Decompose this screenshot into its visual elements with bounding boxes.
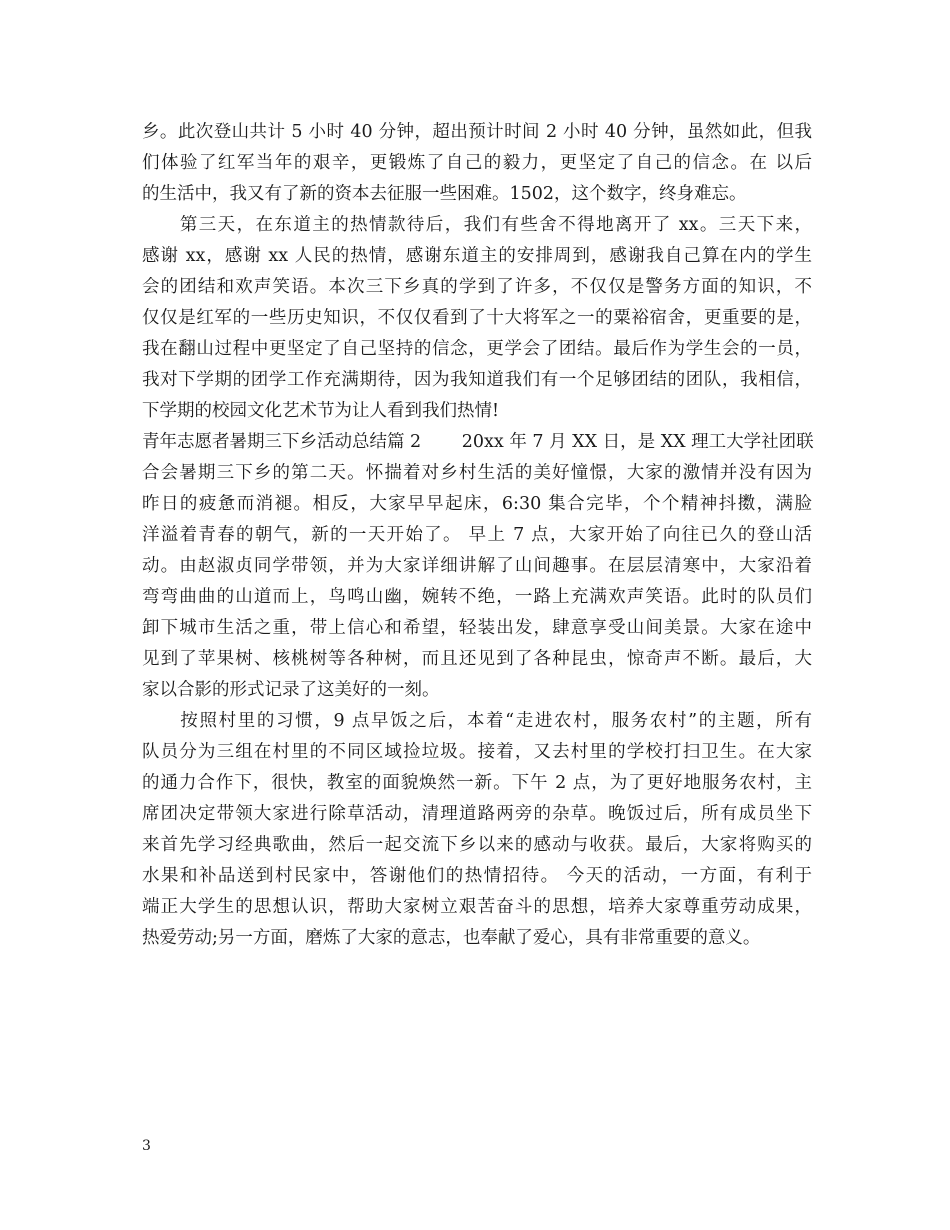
text-line: 动。由赵淑贞同学带领，并为大家详细讲解了山间趣事。在层层清寒中，大家沿着: [142, 556, 812, 576]
text-line: 见到了苹果树、核桃树等各种树，而且还见到了各种昆虫，惊奇声不断。最后，大: [142, 649, 812, 669]
text-line: 队员分为三组在村里的不同区域捡垃圾。接着，又去村里的学校打扫卫生。在大家: [142, 742, 812, 762]
text-line: 按照村里的习惯，9 点早饭之后，本着“走进农村，服务农村”的主题，所有: [142, 711, 812, 731]
text-line: 席团决定带领大家进行除草活动，清理道路两旁的杂草。晚饭过后，所有成员坐下: [142, 804, 812, 824]
text-line: 热爱劳动;另一方面，磨炼了大家的意志，也奉献了爱心，具有非常重要的意义。: [142, 928, 761, 948]
text-line: 合会暑期三下乡的第二天。怀揣着对乡村生活的美好憧憬，大家的激情并没有因为: [142, 463, 812, 483]
text-line: 昨日的疲惫而消褪。相反，大家早早起床，6:30 集合完毕，个个精神抖擞，满脸: [142, 494, 812, 514]
text-line: 洋溢着青春的朝气，新的一天开始了。 早上 7 点，大家开始了向往已久的登山活: [142, 525, 812, 545]
text-line: 的通力合作下，很快，教室的面貌焕然一新。下午 2 点，为了更好地服务农村，主: [142, 773, 812, 793]
text-line: 仅仅是红军的一些历史知识，不仅仅看到了十大将军之一的粟裕宿舍，更重要的是，: [142, 308, 812, 328]
text-line: 家以合影的形式记录了这美好的一刻。: [142, 680, 440, 700]
text-line: 们体验了红军当年的艰辛，更锻炼了自己的毅力，更坚定了自己的信念。在 以后: [142, 153, 812, 173]
text-line: 端正大学生的思想认识，帮助大家树立艰苦奋斗的思想，培养大家尊重劳动成果，: [142, 897, 812, 917]
text-line: 下学期的校园文化艺术节为让人看到我们热情!: [142, 401, 500, 421]
text-line: 第三天，在东道主的热情款待后，我们有些舍不得地离开了 xx。三天下来，: [142, 215, 812, 235]
text-line: 我对下学期的团学工作充满期待，因为我知道我们有一个足够团结的团队，我相信，: [142, 370, 812, 390]
text-line: 青年志愿者暑期三下乡活动总结篇 2 20xx 年 7 月 XX 日，是 XX 理工大学社团联: [142, 432, 814, 452]
text-line: 我在翻山过程中更坚定了自己坚持的信念，更学会了团结。最后作为学生会的一员，: [142, 339, 812, 359]
page-number: 3: [142, 1138, 151, 1154]
text-line: 乡。此次登山共计 5 小时 40 分钟，超出预计时间 2 小时 40 分钟，虽然如此，但我: [142, 122, 812, 142]
text-line: 弯弯曲曲的山道而上，鸟鸣山幽，婉转不绝，一路上充满欢声笑语。此时的队员们: [142, 587, 812, 607]
text-line: 的生活中，我又有了新的资本去征服一些困难。1502，这个数字，终身难忘。: [142, 184, 747, 204]
text-line: 卸下城市生活之重，带上信心和希望，轻装出发，肆意享受山间美景。大家在途中: [142, 618, 812, 638]
text-line: 会的团结和欢声笑语。本次三下乡真的学到了许多，不仅仅是警务方面的知识，不: [142, 277, 812, 297]
text-line: 水果和补品送到村民家中，答谢他们的热情招待。 今天的活动，一方面，有利于: [142, 866, 812, 886]
text-line: 来首先学习经典歌曲，然后一起交流下乡以来的感动与收获。最后，大家将购买的: [142, 835, 812, 855]
document-body: [142, 117, 812, 954]
text-line: 感谢 xx，感谢 xx 人民的热情，感谢东道主的安排周到，感谢我自己算在内的学生: [142, 246, 812, 266]
